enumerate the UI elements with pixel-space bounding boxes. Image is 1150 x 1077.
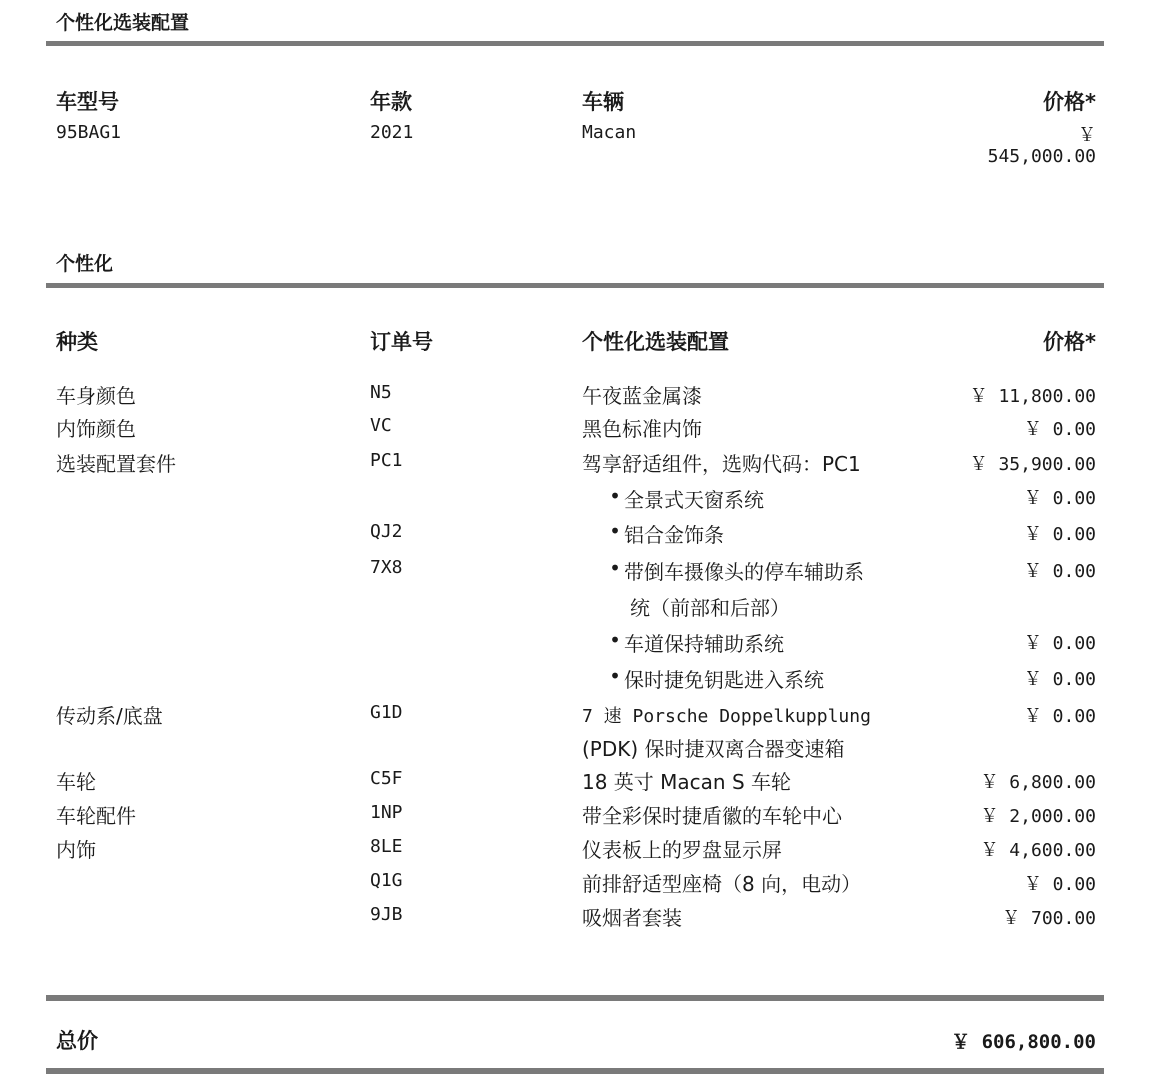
total-label: 总价 xyxy=(56,1029,98,1053)
row-order-no: G1D xyxy=(370,702,403,723)
bullet: • xyxy=(609,664,621,688)
row-price: ￥ 0.00 xyxy=(1023,561,1096,582)
header-order-no: 订单号 xyxy=(370,330,433,354)
model-number: 95BAG1 xyxy=(56,122,122,143)
row-order-no: VC xyxy=(370,415,392,436)
header-price: 价格* xyxy=(1043,90,1096,114)
row-option xyxy=(606,556,864,585)
row-order-no: Q1G xyxy=(370,870,403,891)
row-category: 传动系/底盘 xyxy=(56,704,163,728)
bullet: • xyxy=(609,484,621,508)
row-option xyxy=(606,484,764,513)
row-price: ￥ 700.00 xyxy=(1002,908,1096,929)
row-order-no: 7X8 xyxy=(370,557,403,578)
row-category: 车身颜色 xyxy=(56,384,136,408)
row-option: 带全彩保时捷盾徽的车轮中心 xyxy=(582,804,842,828)
row-option-text: 保时捷免钥匙进入系统 xyxy=(624,668,824,692)
row-option: 18 英寸 Macan S 车轮 xyxy=(582,770,792,794)
row-category: 车轮 xyxy=(56,770,96,794)
row-option-text: 车道保持辅助系统 xyxy=(624,632,784,656)
row-price: ￥ 11,800.00 xyxy=(969,386,1096,407)
currency-symbol: ￥ xyxy=(1078,125,1096,146)
row-option xyxy=(606,664,824,693)
section-divider xyxy=(46,283,1104,288)
section-title-personalization: 个性化 xyxy=(56,253,114,275)
row-order-no: 1NP xyxy=(370,802,403,823)
row-option: 仪表板上的罗盘显示屏 xyxy=(582,838,782,862)
bullet: • xyxy=(609,519,621,543)
row-option-text: 带倒车摄像头的停车辅助系 xyxy=(624,560,864,584)
header-price: 价格* xyxy=(1043,330,1096,354)
vehicle-name: Macan xyxy=(582,122,637,143)
total-divider-bottom xyxy=(46,1068,1104,1074)
row-option-continued: 统（前部和后部） xyxy=(630,596,790,620)
row-price: ￥ 0.00 xyxy=(1023,524,1096,545)
row-price: ￥ 0.00 xyxy=(1023,706,1096,727)
row-order-no: C5F xyxy=(370,768,403,789)
base-price: 545,000.00 xyxy=(987,146,1096,167)
row-option: 黑色标准内饰 xyxy=(582,417,702,441)
row-category: 车轮配件 xyxy=(56,804,136,828)
row-price: ￥ 0.00 xyxy=(1023,633,1096,654)
model-year: 2021 xyxy=(370,122,414,143)
row-price: ￥ 6,800.00 xyxy=(980,772,1096,793)
row-option-continued: (PDK) 保时捷双离合器变速箱 xyxy=(582,737,845,761)
bullet: • xyxy=(609,556,621,580)
header-category: 种类 xyxy=(56,330,98,354)
bullet: • xyxy=(609,628,621,652)
header-vehicle: 车辆 xyxy=(582,90,624,114)
row-order-no: N5 xyxy=(370,382,392,403)
row-price: ￥ 0.00 xyxy=(1023,669,1096,690)
row-option: 7 速 Porsche Doppelkupplung xyxy=(582,706,871,727)
row-order-no: 8LE xyxy=(370,836,403,857)
row-order-no: PC1 xyxy=(370,450,403,471)
row-category: 选装配置套件 xyxy=(56,452,176,476)
row-price: ￥ 35,900.00 xyxy=(969,454,1096,475)
row-category: 内饰颜色 xyxy=(56,417,136,441)
row-price: ￥ 0.00 xyxy=(1023,419,1096,440)
row-option-text: 全景式天窗系统 xyxy=(624,488,764,512)
row-category: 内饰 xyxy=(56,838,96,862)
row-order-no: QJ2 xyxy=(370,521,403,542)
row-price: ￥ 4,600.00 xyxy=(980,840,1096,861)
section-title-config: 个性化选装配置 xyxy=(56,12,190,34)
total-price: ￥ 606,800.00 xyxy=(951,1031,1096,1053)
header-year: 年款 xyxy=(370,90,412,114)
header-option: 个性化选装配置 xyxy=(582,330,729,354)
row-option-text: 铝合金饰条 xyxy=(624,523,724,547)
row-price: ￥ 2,000.00 xyxy=(980,806,1096,827)
row-option: 前排舒适型座椅（8 向，电动） xyxy=(582,872,862,896)
row-option xyxy=(606,519,724,548)
header-model-no: 车型号 xyxy=(56,90,119,114)
row-price: ￥ 0.00 xyxy=(1023,874,1096,895)
section-divider xyxy=(46,41,1104,46)
row-option xyxy=(606,628,784,657)
row-option: 驾享舒适组件，选购代码：PC1 xyxy=(582,452,861,476)
row-order-no: 9JB xyxy=(370,904,403,925)
row-price: ￥ 0.00 xyxy=(1023,488,1096,509)
row-option: 午夜蓝金属漆 xyxy=(582,384,702,408)
total-divider-top xyxy=(46,995,1104,1001)
row-option: 吸烟者套装 xyxy=(582,906,682,930)
